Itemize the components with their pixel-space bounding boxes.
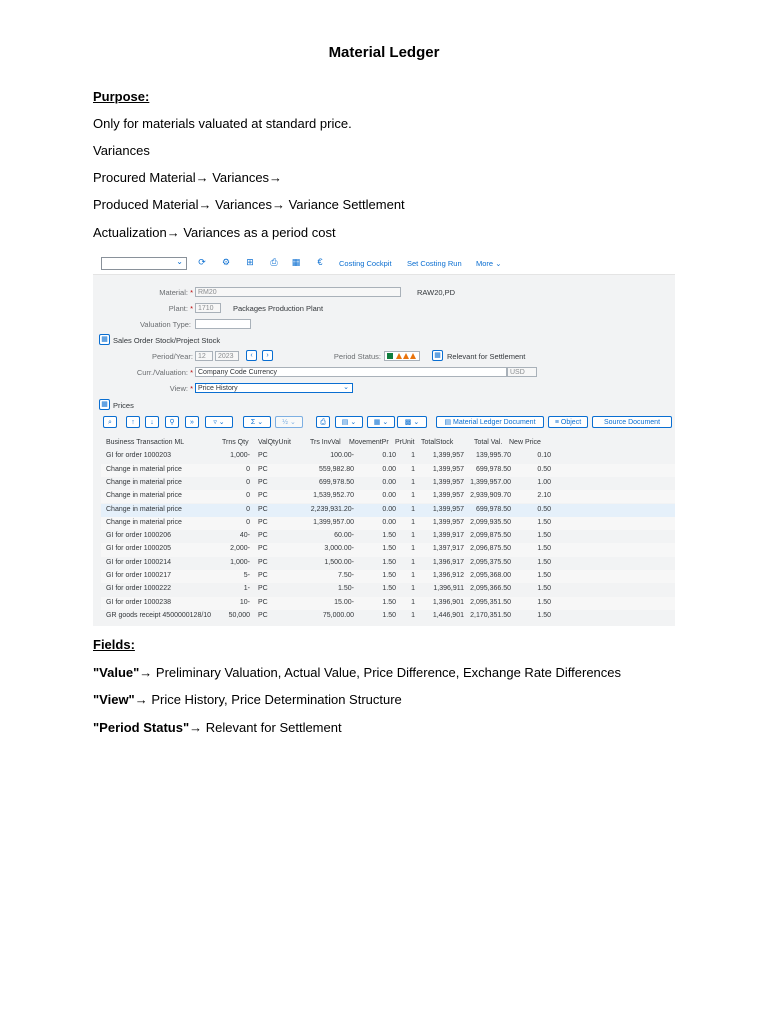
status-warning-icon (403, 353, 409, 359)
expand-icon[interactable]: ▦ (99, 334, 110, 345)
field-line-value (93, 665, 621, 680)
curr-valuation-label (93, 368, 193, 377)
column-header[interactable]: Total Val. (474, 439, 503, 446)
sort-ascending-icon[interactable]: ↑ (126, 416, 140, 428)
table-cell: 1,396,901 (432, 598, 464, 606)
table-row[interactable] (101, 570, 675, 583)
table-cell: 2,096,875.50 (470, 545, 511, 553)
table-cell: 0.00 (382, 492, 396, 500)
field-key: "View" (93, 692, 135, 707)
table-cell: Change in material price (106, 478, 182, 486)
table-cell: PC (258, 572, 268, 579)
status-warning-icon (396, 353, 402, 359)
table-cell: 1,399,957 (432, 465, 464, 473)
object-icon: ≡ (554, 419, 559, 426)
material-field[interactable]: RM20 (195, 287, 401, 297)
table-cell: GI for order 1000203 (106, 452, 171, 460)
filter-icon[interactable]: ▿ ⌄ (205, 416, 233, 428)
table-cell: GI for order 1000238 (106, 598, 171, 606)
plant-label-text: Plant: (168, 304, 188, 313)
table-cell: 10- (239, 598, 250, 606)
table-cell: 1 (411, 572, 415, 579)
table-cell: 1 (411, 611, 415, 619)
field-key: "Value" (93, 665, 140, 680)
field-key: "Period Status" (93, 720, 190, 735)
table-cell: 2,099,935.50 (470, 518, 511, 526)
column-header[interactable]: Business Transaction ML (106, 439, 185, 446)
table-cell: 2.10 (537, 492, 551, 500)
sort-descending-icon[interactable]: ↓ (145, 416, 159, 428)
table-cell: 2,170,351.50 (470, 611, 511, 619)
table-cell: Change in material price (106, 505, 182, 513)
table-cell: 0 (246, 518, 250, 526)
table-cell: 1,397,917 (432, 545, 464, 553)
table-row[interactable] (101, 517, 675, 530)
column-header[interactable]: ValQtyUnit (258, 439, 291, 446)
table-cell: 0 (246, 505, 250, 513)
table-cell: 1 (411, 465, 415, 473)
table-cell: PC (258, 545, 268, 553)
table-row[interactable] (101, 477, 675, 490)
field-text: → Price History, Price Determination Structure (134, 692, 402, 707)
material-label (93, 288, 193, 297)
export-icon[interactable]: ▤ ⌄ (335, 416, 363, 428)
table-cell: 1 (411, 452, 415, 460)
table-cell: 1,396,912 (432, 572, 464, 579)
table-cell: 0.00 (382, 478, 396, 486)
user-settings-icon[interactable]: ⚙ (221, 257, 231, 267)
status-green-icon (387, 353, 393, 359)
table-row[interactable] (101, 597, 675, 610)
table-cell: GI for order 1000222 (106, 585, 171, 593)
table-cell: 139,995.70 (475, 452, 511, 460)
table-cell: 7.50- (338, 572, 354, 579)
field-line-period-status (93, 720, 342, 735)
table-cell: PC (258, 492, 268, 500)
table-cell: 1.50 (537, 585, 551, 593)
table-row[interactable] (101, 490, 675, 503)
table-cell: 40- (239, 532, 250, 540)
table-cell: 1 (411, 545, 415, 553)
table-cell: PC (258, 505, 268, 513)
purpose-line-3: Procured Material→ Variances→ (93, 170, 283, 185)
table-cell: GI for order 1000206 (106, 532, 171, 540)
purpose-heading: Purpose: (93, 89, 150, 104)
table-row[interactable] (101, 504, 675, 517)
period-status-indicator (384, 351, 420, 361)
table-cell: PC (258, 558, 268, 566)
required-marker: * (190, 384, 193, 393)
table-cell: 1- (243, 585, 250, 593)
table-cell: GI for order 1000214 (106, 558, 171, 566)
table-cell: 1.50 (537, 532, 551, 540)
zoom-icon[interactable]: ⌕ (103, 416, 117, 428)
table-cell: 699,978.50 (475, 465, 511, 473)
table-cell: 0.10 (382, 452, 396, 460)
table-cell: 1,539,952.70 (313, 492, 354, 500)
period-year-label: Period/Year: (151, 352, 193, 361)
view-switch-icon[interactable]: ▩ ⌄ (397, 416, 427, 428)
purpose-line-4: Produced Material→ Variances→ Variance Settlement (93, 197, 405, 212)
material-ledger-document-button[interactable] (436, 416, 544, 428)
view-select[interactable] (195, 383, 353, 393)
table-cell: 3,000.00- (324, 545, 354, 553)
column-header[interactable]: Trns Qty (222, 439, 249, 446)
table-cell: 1.50 (537, 598, 551, 606)
column-header[interactable]: Trs InvVal (310, 439, 341, 446)
table-cell: 2,095,375.50 (470, 558, 511, 566)
material-ledger-document-label: Material Ledger Document (453, 419, 536, 426)
plant-field[interactable]: 1710 (195, 303, 221, 313)
table-cell: 0.00 (382, 465, 396, 473)
table-cell: 75,000.00 (322, 611, 354, 619)
table-cell: 2,095,368.00 (470, 572, 511, 579)
table-header-row (101, 437, 675, 450)
variant-select[interactable] (101, 257, 187, 270)
table-cell: 1,399,957 (432, 505, 464, 513)
layout-icon[interactable]: ▦ ⌄ (367, 416, 395, 428)
field-text: → Preliminary Valuation, Actual Value, Price Difference, Exchange Rate Differences (139, 665, 622, 680)
required-marker: * (190, 304, 193, 313)
table-cell: 2,095,366.50 (470, 585, 511, 593)
table-cell: 1.50 (382, 532, 396, 540)
field-line-view (93, 692, 402, 707)
currency-icon[interactable]: € (317, 257, 323, 267)
table-row[interactable] (101, 583, 675, 596)
table-row[interactable] (101, 610, 675, 623)
collapse-prices-icon[interactable]: ▦ (99, 399, 110, 410)
table-cell: 1 (411, 478, 415, 486)
table-cell: 1.50 (537, 545, 551, 553)
table-cell: 1 (411, 505, 415, 513)
print-icon[interactable]: ⎙ (270, 257, 278, 267)
document-icon: ▤ (444, 419, 452, 426)
period-status-label: Period Status: (333, 352, 381, 361)
table-cell: 699,978.50 (318, 478, 354, 486)
table-cell: 1 (411, 585, 415, 593)
table-cell: 15.00- (334, 598, 354, 606)
subtotal-icon[interactable]: ½ ⌄ (275, 416, 303, 428)
fields-heading: Fields: (93, 637, 135, 652)
material-description: RAW20,PD (417, 288, 456, 297)
table-cell: 2,939,909.70 (470, 492, 511, 500)
table-cell: GR goods receipt 4500000128/10 (106, 611, 212, 619)
table-cell: 2,099,875.50 (470, 532, 511, 540)
search-icon[interactable]: ⚲ (165, 416, 179, 428)
table-cell: Change in material price (106, 465, 182, 473)
column-header[interactable]: TotalStock (421, 439, 454, 446)
table-row[interactable] (101, 530, 675, 543)
hierarchy-icon[interactable]: ⊞ (246, 257, 254, 267)
required-marker: * (190, 288, 193, 297)
table-cell: 1.50 (382, 611, 396, 619)
relevant-for-settlement-text: Relevant for Settlement (447, 352, 526, 361)
currency-valuation-field[interactable]: Company Code Currency (195, 367, 507, 377)
table-cell: 1.50 (382, 558, 396, 566)
valuation-type-label: Valuation Type: (139, 320, 191, 329)
table-cell: 1 (411, 492, 415, 500)
document-title: Material Ledger (328, 44, 440, 61)
table-cell: 0 (246, 492, 250, 500)
currency-field[interactable]: USD (507, 367, 537, 377)
table-cell: 1,000- (230, 558, 250, 566)
required-marker: * (190, 368, 193, 377)
sap-toolbar (93, 253, 675, 275)
grid-icon[interactable]: ▦ (291, 257, 301, 267)
table-cell: GI for order 1000217 (106, 572, 171, 579)
table-cell: 0.00 (382, 518, 396, 526)
table-cell: 1.00 (537, 478, 551, 486)
chevron-down-icon: ⌄ (176, 257, 183, 266)
table-cell: 1,399,957 (432, 452, 464, 460)
table-cell: 1.50 (382, 598, 396, 606)
table-cell: 1,000- (230, 452, 250, 460)
table-cell: GI for order 1000205 (106, 545, 171, 553)
table-cell: 1.50- (338, 585, 354, 593)
curr-valuation-label-text: Curr./Valuation: (136, 368, 188, 377)
table-cell: 60.00- (334, 532, 354, 540)
material-label-text: Material: (159, 288, 188, 297)
table-row[interactable] (101, 543, 675, 556)
column-header[interactable]: New Price (509, 439, 541, 446)
table-cell: PC (258, 478, 268, 486)
table-cell: 0 (246, 465, 250, 473)
column-header[interactable]: MovementPr (349, 439, 389, 446)
more-label: More (476, 259, 494, 268)
table-cell: 1 (411, 598, 415, 606)
chevron-down-icon: ⌄ (343, 384, 349, 391)
plant-description: Packages Production Plant (233, 304, 324, 313)
table-cell: 1.50 (537, 558, 551, 566)
table-cell: 1.50 (382, 545, 396, 553)
table-cell: PC (258, 598, 268, 606)
table-cell: 50,000 (228, 611, 250, 619)
table-row[interactable] (101, 464, 675, 477)
table-cell: 1 (411, 518, 415, 526)
table-cell: PC (258, 532, 268, 540)
table-cell: 1,399,957 (432, 518, 464, 526)
find-next-icon[interactable]: » (185, 416, 199, 428)
set-costing-run-link[interactable]: Set Costing Run (407, 259, 462, 268)
table-cell: Change in material price (106, 518, 182, 526)
table-cell: PC (258, 465, 268, 473)
field-text: → Relevant for Settlement (189, 720, 342, 735)
refresh-icon[interactable]: ⟳ (198, 257, 206, 267)
view-select-value: Price History (198, 385, 238, 392)
table-cell: 1 (411, 558, 415, 566)
prices-section-title: Prices (113, 401, 134, 410)
table-cell: 1,396,917 (432, 558, 464, 566)
column-header[interactable]: PrUnit (395, 439, 415, 446)
object-label: Object (560, 419, 582, 426)
table-cell: 0.50 (537, 505, 551, 513)
table-cell: 1,396,911 (433, 585, 464, 593)
table-cell: 1.50 (537, 611, 551, 619)
view-label (93, 384, 193, 393)
table-cell: 1 (411, 532, 415, 540)
view-label-text: View: (169, 384, 188, 393)
sap-material-ledger-screenshot (93, 253, 675, 626)
table-cell: PC (258, 585, 268, 593)
chevron-down-icon: ⌄ (495, 259, 502, 268)
purpose-line-5: Actualization→ Variances as a period cost (93, 225, 336, 240)
table-cell: 0.00 (382, 505, 396, 513)
purpose-line-1: Only for materials valuated at standard price. (93, 116, 352, 131)
object-button[interactable] (548, 416, 588, 428)
next-period-button[interactable]: › (262, 350, 273, 361)
table-cell: 2,239,931.20- (310, 505, 354, 513)
plant-label (93, 304, 193, 313)
table-cell: PC (258, 452, 268, 460)
table-cell: 0.10 (537, 452, 551, 460)
table-cell: Change in material price (106, 492, 182, 500)
table-cell: 1,399,957 (432, 492, 464, 500)
more-menu[interactable] (476, 259, 501, 268)
period-field[interactable]: 12 (195, 351, 213, 361)
table-cell: 1.50 (382, 585, 396, 593)
sales-order-stock-label: Sales Order Stock/Project Stock (113, 336, 221, 345)
table-cell: 1,399,917 (432, 532, 464, 540)
valuation-type-field[interactable] (195, 319, 251, 329)
table-cell: 1,399,957.00 (313, 518, 354, 526)
settlement-info-icon[interactable]: ▦ (432, 350, 443, 361)
year-field[interactable]: 2023 (215, 351, 239, 361)
sum-icon[interactable]: Σ ⌄ (243, 416, 271, 428)
table-cell: 1,500.00- (324, 558, 354, 566)
table-cell: 100.00- (330, 452, 354, 460)
table-cell: 1,399,957.00 (470, 478, 511, 486)
print-preview-icon[interactable]: ⎙ (316, 416, 330, 428)
costing-cockpit-link[interactable]: Costing Cockpit (339, 259, 392, 268)
table-cell: 0.50 (537, 465, 551, 473)
table-cell: PC (258, 611, 268, 619)
table-cell: 1.50 (537, 572, 551, 579)
table-cell: 5- (243, 572, 250, 579)
table-cell: 559,982.80 (318, 465, 354, 473)
source-document-button[interactable]: Source Document (592, 416, 672, 428)
table-cell: 2,095,351.50 (470, 598, 511, 606)
table-cell: PC (258, 518, 268, 526)
table-cell: 0 (246, 478, 250, 486)
table-cell: 1.50 (382, 572, 396, 579)
table-cell: 699,978.50 (475, 505, 511, 513)
purpose-line-2: Variances (93, 143, 150, 158)
table-row[interactable] (101, 557, 675, 570)
table-cell: 2,000- (230, 545, 250, 553)
status-warning-icon (410, 353, 416, 359)
table-row[interactable] (101, 450, 675, 463)
previous-period-button[interactable]: ‹ (246, 350, 257, 361)
table-cell: 1.50 (537, 518, 551, 526)
table-cell: 1,399,957 (432, 478, 464, 486)
table-cell: 1,446,901 (432, 611, 464, 619)
